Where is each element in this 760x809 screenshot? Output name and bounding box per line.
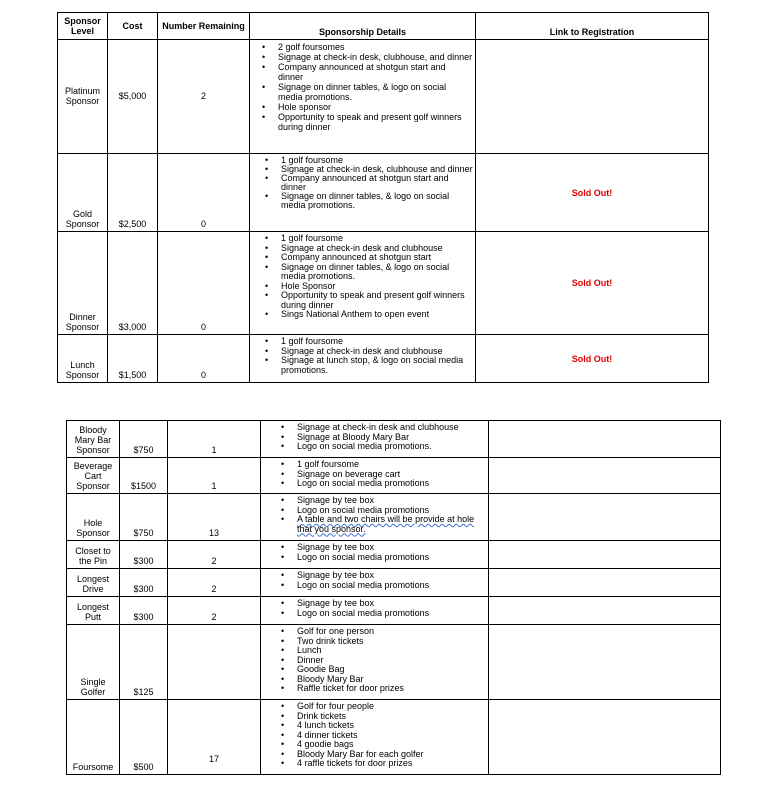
detail-item: • 4 goodie bags bbox=[287, 740, 486, 750]
header-cost: Cost bbox=[108, 13, 158, 40]
detail-item: • Signage by tee box bbox=[287, 599, 486, 609]
details-cell bbox=[261, 700, 489, 775]
remaining-cell: 2 bbox=[168, 569, 261, 597]
table-row bbox=[67, 625, 721, 700]
detail-item: • Golf for one person bbox=[287, 627, 486, 637]
detail-item: • Signage at check-in desk, clubhouse and dinner bbox=[271, 165, 473, 174]
table-row bbox=[67, 458, 721, 494]
remaining-cell: 0 bbox=[158, 232, 250, 335]
table-row bbox=[67, 700, 721, 775]
sponsor-level-cell: Closet to the Pin bbox=[67, 541, 120, 569]
sold-out-status: Sold Out! bbox=[571, 353, 613, 364]
cost-cell: $300 bbox=[120, 541, 168, 569]
details-cell bbox=[250, 335, 476, 383]
detail-item: • 4 dinner tickets bbox=[287, 731, 486, 741]
registration-link-cell bbox=[489, 541, 721, 569]
detail-item: • Logo on social media promotions bbox=[287, 553, 486, 563]
sponsor-level-cell: Hole Sponsor bbox=[67, 494, 120, 541]
remaining-cell: 17 bbox=[168, 700, 261, 775]
detail-item: • Signage at check-in desk and clubhouse bbox=[287, 423, 486, 433]
cost-cell: $1500 bbox=[120, 458, 168, 494]
detail-item: • Hole sponsor bbox=[268, 102, 473, 112]
detail-item: • Dinner bbox=[287, 656, 486, 666]
table-row bbox=[67, 597, 721, 625]
table-row bbox=[58, 232, 709, 335]
table-row bbox=[58, 40, 709, 154]
remaining-cell: 0 bbox=[158, 335, 250, 383]
detail-item: • Bloody Mary Bar bbox=[287, 675, 486, 685]
registration-link-cell bbox=[489, 569, 721, 597]
detail-item: • Logo on social media promotions bbox=[287, 479, 486, 489]
table-row bbox=[58, 154, 709, 232]
detail-item: • Signage on beverage cart bbox=[287, 470, 486, 480]
remaining-cell: 2 bbox=[158, 40, 250, 154]
details-cell bbox=[261, 494, 489, 541]
details-cell bbox=[261, 541, 489, 569]
header-sponsorship-details: Sponsorship Details bbox=[250, 13, 476, 40]
detail-item: • Sings National Anthem to open event bbox=[271, 310, 473, 320]
sponsor-level-cell: Lunch Sponsor bbox=[58, 335, 108, 383]
details-cell bbox=[261, 569, 489, 597]
remaining-cell: 2 bbox=[168, 541, 261, 569]
remaining-cell: 0 bbox=[158, 154, 250, 232]
detail-item: • 1 golf foursome bbox=[271, 234, 473, 244]
details-cell bbox=[261, 458, 489, 494]
detail-item: • Drink tickets bbox=[287, 712, 486, 722]
registration-link-cell bbox=[489, 700, 721, 775]
detail-item: • 4 lunch tickets bbox=[287, 721, 486, 731]
detail-item: • Hole Sponsor bbox=[271, 282, 473, 292]
cost-cell: $500 bbox=[120, 700, 168, 775]
detail-item: • Golf for four people bbox=[287, 702, 486, 712]
detail-item: • 2 golf foursomes bbox=[268, 42, 473, 52]
detail-item: • 4 raffle tickets for door prizes bbox=[287, 759, 486, 769]
sponsor-level-cell: Bloody Mary Bar Sponsor bbox=[67, 421, 120, 458]
detail-item: • Signage on dinner tables, & logo on social media promotions. bbox=[271, 263, 473, 282]
registration-link-cell[interactable] bbox=[476, 335, 709, 383]
detail-item: • Logo on social media promotions bbox=[287, 506, 486, 516]
details-cell bbox=[261, 625, 489, 700]
detail-item: • Opportunity to speak and present golf winners during dinner bbox=[271, 291, 473, 310]
details-cell bbox=[250, 40, 476, 154]
cost-cell: $3,000 bbox=[108, 232, 158, 335]
sponsor-level-cell: Platinum Sponsor bbox=[58, 40, 108, 154]
sponsorship-table-main bbox=[57, 12, 709, 383]
remaining-cell: 1 bbox=[168, 421, 261, 458]
cost-cell: $750 bbox=[120, 421, 168, 458]
remaining-cell bbox=[168, 625, 261, 700]
table-row bbox=[58, 335, 709, 383]
table-row bbox=[67, 569, 721, 597]
sponsor-level-cell: Gold Sponsor bbox=[58, 154, 108, 232]
sold-out-status: Sold Out! bbox=[571, 278, 613, 288]
sponsor-level-cell: Longest Putt bbox=[67, 597, 120, 625]
details-cell bbox=[250, 154, 476, 232]
remaining-cell: 2 bbox=[168, 597, 261, 625]
registration-link-cell bbox=[489, 597, 721, 625]
detail-item: • Signage at check-in desk and clubhouse bbox=[271, 347, 473, 357]
sold-out-status: Sold Out! bbox=[571, 187, 613, 198]
detail-item: • 1 golf foursome bbox=[287, 460, 486, 470]
detail-item: • Logo on social media promotions. bbox=[287, 442, 486, 452]
header-number-remaining: Number Remaining bbox=[158, 13, 250, 40]
detail-item: • 1 golf foursome bbox=[271, 156, 473, 165]
detail-item: • Lunch bbox=[287, 646, 486, 656]
detail-item: • Signage at Bloody Mary Bar bbox=[287, 433, 486, 443]
header-sponsor-level: Sponsor Level bbox=[58, 13, 108, 40]
registration-link-cell bbox=[489, 625, 721, 700]
detail-item: • Signage on dinner tables, & logo on social media promotions. bbox=[271, 192, 473, 210]
detail-item: • Opportunity to speak and present golf winners during dinner bbox=[268, 112, 473, 132]
header-link-to-registration: Link to Registration bbox=[476, 13, 709, 40]
registration-link-cell bbox=[489, 494, 721, 541]
remaining-cell: 1 bbox=[168, 458, 261, 494]
detail-item: • Two drink tickets bbox=[287, 637, 486, 647]
sponsor-level-cell: Foursome bbox=[67, 700, 120, 775]
sponsor-level-cell: Single Golfer bbox=[67, 625, 120, 700]
detail-item: • Goodie Bag bbox=[287, 665, 486, 675]
details-cell bbox=[261, 421, 489, 458]
detail-item: • Signage at check-in desk and clubhouse bbox=[271, 244, 473, 254]
sponsorship-table-secondary bbox=[66, 420, 721, 775]
registration-link-cell bbox=[476, 40, 709, 154]
details-cell bbox=[250, 232, 476, 335]
detail-item: • A table and two chairs will be provide at hole that you sponsor. bbox=[287, 515, 486, 534]
cost-cell: $1,500 bbox=[108, 335, 158, 383]
table-header-row bbox=[58, 13, 709, 40]
registration-link-cell[interactable] bbox=[476, 154, 709, 232]
detail-item: • 1 golf foursome bbox=[271, 337, 473, 347]
table-row bbox=[67, 541, 721, 569]
detail-item: • Signage by tee box bbox=[287, 571, 486, 581]
cost-cell: $750 bbox=[120, 494, 168, 541]
sponsor-level-cell: Dinner Sponsor bbox=[58, 232, 108, 335]
cost-cell: $2,500 bbox=[108, 154, 158, 232]
sponsor-level-cell: Beverage Cart Sponsor bbox=[67, 458, 120, 494]
detail-item: • Company announced at shotgun start and dinner bbox=[271, 174, 473, 192]
remaining-cell: 13 bbox=[168, 494, 261, 541]
sponsor-level-cell: Longest Drive bbox=[67, 569, 120, 597]
detail-item: • Logo on social media promotions bbox=[287, 609, 486, 619]
cost-cell: $125 bbox=[120, 625, 168, 700]
cost-cell: $5,000 bbox=[108, 40, 158, 154]
cost-cell: $300 bbox=[120, 569, 168, 597]
details-cell bbox=[261, 597, 489, 625]
detail-item: • Signage on dinner tables, & logo on social media promotions. bbox=[268, 82, 473, 102]
detail-item: • Raffle ticket for door prizes bbox=[287, 684, 486, 694]
table-row bbox=[67, 494, 721, 541]
detail-item: • Signage by tee box bbox=[287, 543, 486, 553]
registration-link-cell bbox=[489, 458, 721, 494]
detail-item: • Company announced at shotgun start and dinner bbox=[268, 62, 473, 82]
detail-item: • Logo on social media promotions bbox=[287, 581, 486, 591]
registration-link-cell bbox=[489, 421, 721, 458]
table-row bbox=[67, 421, 721, 458]
detail-item: • Signage at lunch stop, & logo on social media promotions. bbox=[271, 356, 473, 375]
detail-item: • Signage at check-in desk, clubhouse, and dinner bbox=[268, 52, 473, 62]
detail-item: • Signage by tee box bbox=[287, 496, 486, 506]
detail-item: • Company announced at shotgun start bbox=[271, 253, 473, 263]
detail-item: • Bloody Mary Bar for each golfer bbox=[287, 750, 486, 760]
cost-cell: $300 bbox=[120, 597, 168, 625]
registration-link-cell[interactable] bbox=[476, 232, 709, 335]
